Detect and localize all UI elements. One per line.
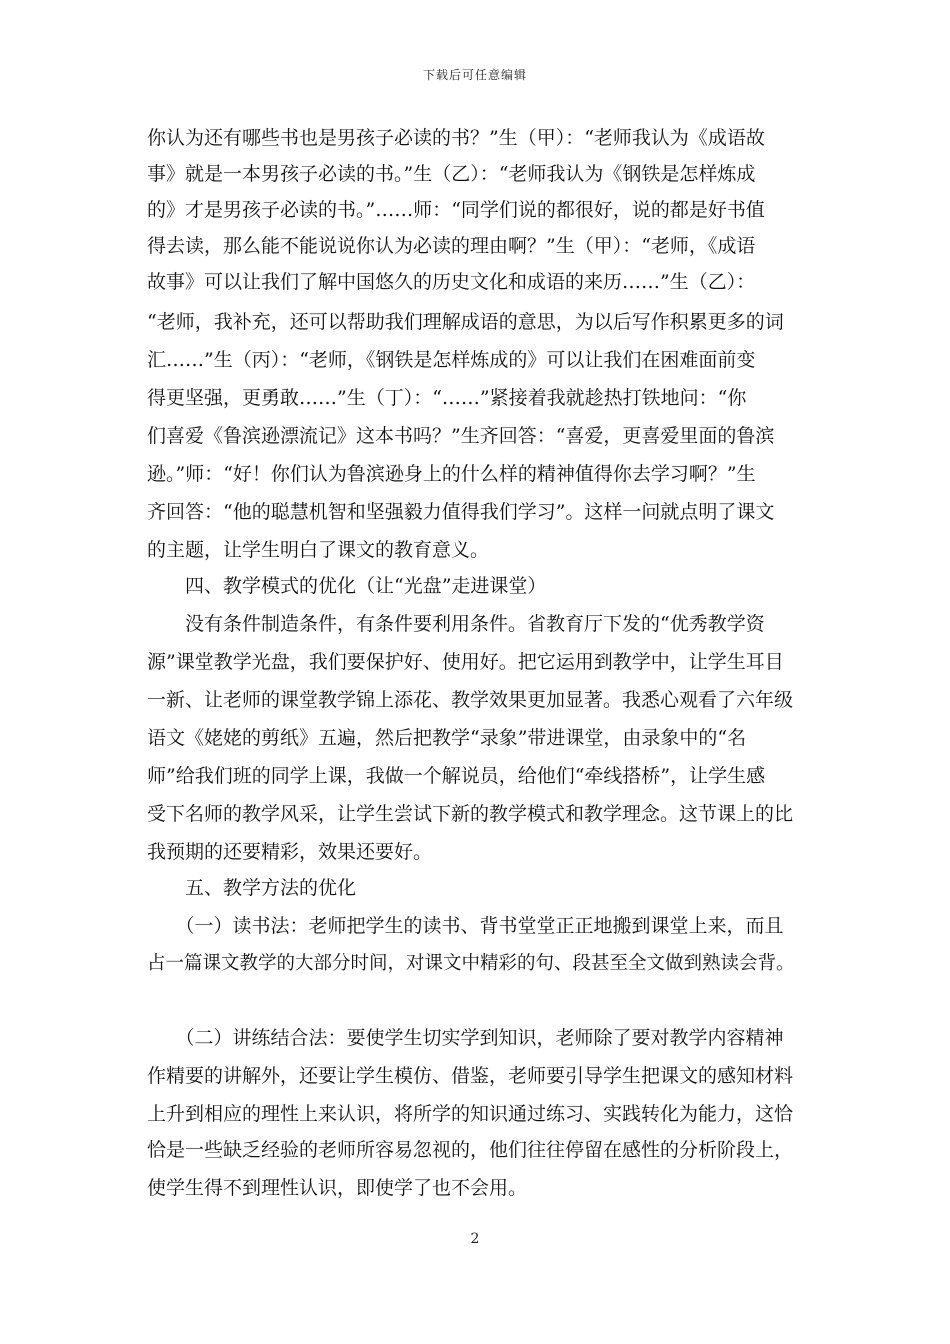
text-line: 你认为还有哪些书也是男孩子必读的书？”生（甲）：“老师我认为《成语故 [147, 127, 765, 149]
text-line: 一新、让老师的课堂教学锦上添花、教学效果更加显著。我悉心观看了六年级 [147, 689, 794, 711]
section-heading: 五、教学方法的优化 [147, 877, 357, 899]
page-header: 下载后可任意编辑 [422, 68, 527, 82]
text-line: 得更坚强，更勇敢……”生（丁）：“……”紧接着我就趁热打铁地问：“你 [147, 387, 747, 409]
text-line: 们喜爱《鲁滨逊漂流记》这本书吗？”生齐回答：“喜爱，更喜爱里面的鲁滨 [147, 425, 775, 447]
text-line: 齐回答：“他的聪慧机智和坚强毅力值得我们学习”。这样一问就点明了课文 [147, 501, 775, 523]
text-line: 得去读，那么能不能说说你认为必读的理由啊？”生（甲）：“老师，《成语 [147, 235, 756, 257]
page-number: 2 [470, 1231, 480, 1247]
text-line: 源”课堂教学光盘，我们要保护好、使用好。把它运用到教学中，让学生耳目 [147, 651, 784, 673]
text-line: 逊。”师：“好！你们认为鲁滨逊身上的什么样的精神值得你去学习啊？”生 [147, 463, 756, 485]
text-line: 故事》可以让我们了解中国悠久的历史文化和成语的来历……”生（乙）： [147, 271, 756, 293]
text-line: 语文《姥姥的剪纸》五遍，然后把教学“录象”带进课堂，由录象中的“名 [147, 727, 747, 749]
text-line: 我预期的还要精彩，效果还要好。 [147, 841, 433, 863]
text-line: 汇……”生（丙）：“老师，《钢铁是怎样炼成的》可以让我们在困难面前变 [147, 349, 756, 371]
text-line: “老师，我补充，还可以帮助我们理解成语的意思，为以后写作积累更多的词 [147, 311, 784, 333]
text-line: （一）读书法：老师把学生的读书、背书堂堂正正地搬到课堂上来，而且 [147, 915, 784, 937]
text-line: 事》就是一本男孩子必读的书。”生（乙）：“老师我认为《钢铁是怎样炼成 [147, 163, 756, 185]
text-line: 占一篇课文教学的大部分时间，对课文中精彩的句、段甚至全文做到熟读会背。 [147, 953, 795, 974]
text-line: 使学生得不到理性认识，即使学了也不会用。 [147, 1177, 528, 1199]
text-line: 受下名师的教学风采，让学生尝试下新的教学模式和教学理念。这节课上的比 [147, 803, 794, 825]
text-line: 的主题，让学生明白了课文的教育意义。 [147, 539, 490, 561]
text-line: 师”给我们班的同学上课，我做一个解说员，给他们“牵线搭桥”，让学生感 [147, 765, 766, 787]
text-line: 作精要的讲解外，还要让学生模仿、借鉴，老师要引导学生把课文的感知材料 [147, 1065, 794, 1087]
text-line: （二）讲练结合法：要使学生切实学到知识，老师除了要对教学内容精神 [147, 1027, 784, 1049]
text-line: 恰是一些缺乏经验的老师所容易忽视的，他们往往停留在感性的分析阶段上， [147, 1139, 794, 1161]
text-line: 上升到相应的理性上来认识，将所学的知识通过练习、实践转化为能力，这恰 [147, 1103, 794, 1125]
text-line: 没有条件制造条件，有条件要利用条件。省教育厅下发的“优秀教学资 [147, 613, 765, 635]
text-line: 的》才是男孩子必读的书。”……师：“同学们说的都很好，说的都是好书值 [147, 199, 765, 221]
section-heading: 四、教学模式的优化（让“光盘”走进课堂） [147, 575, 547, 597]
